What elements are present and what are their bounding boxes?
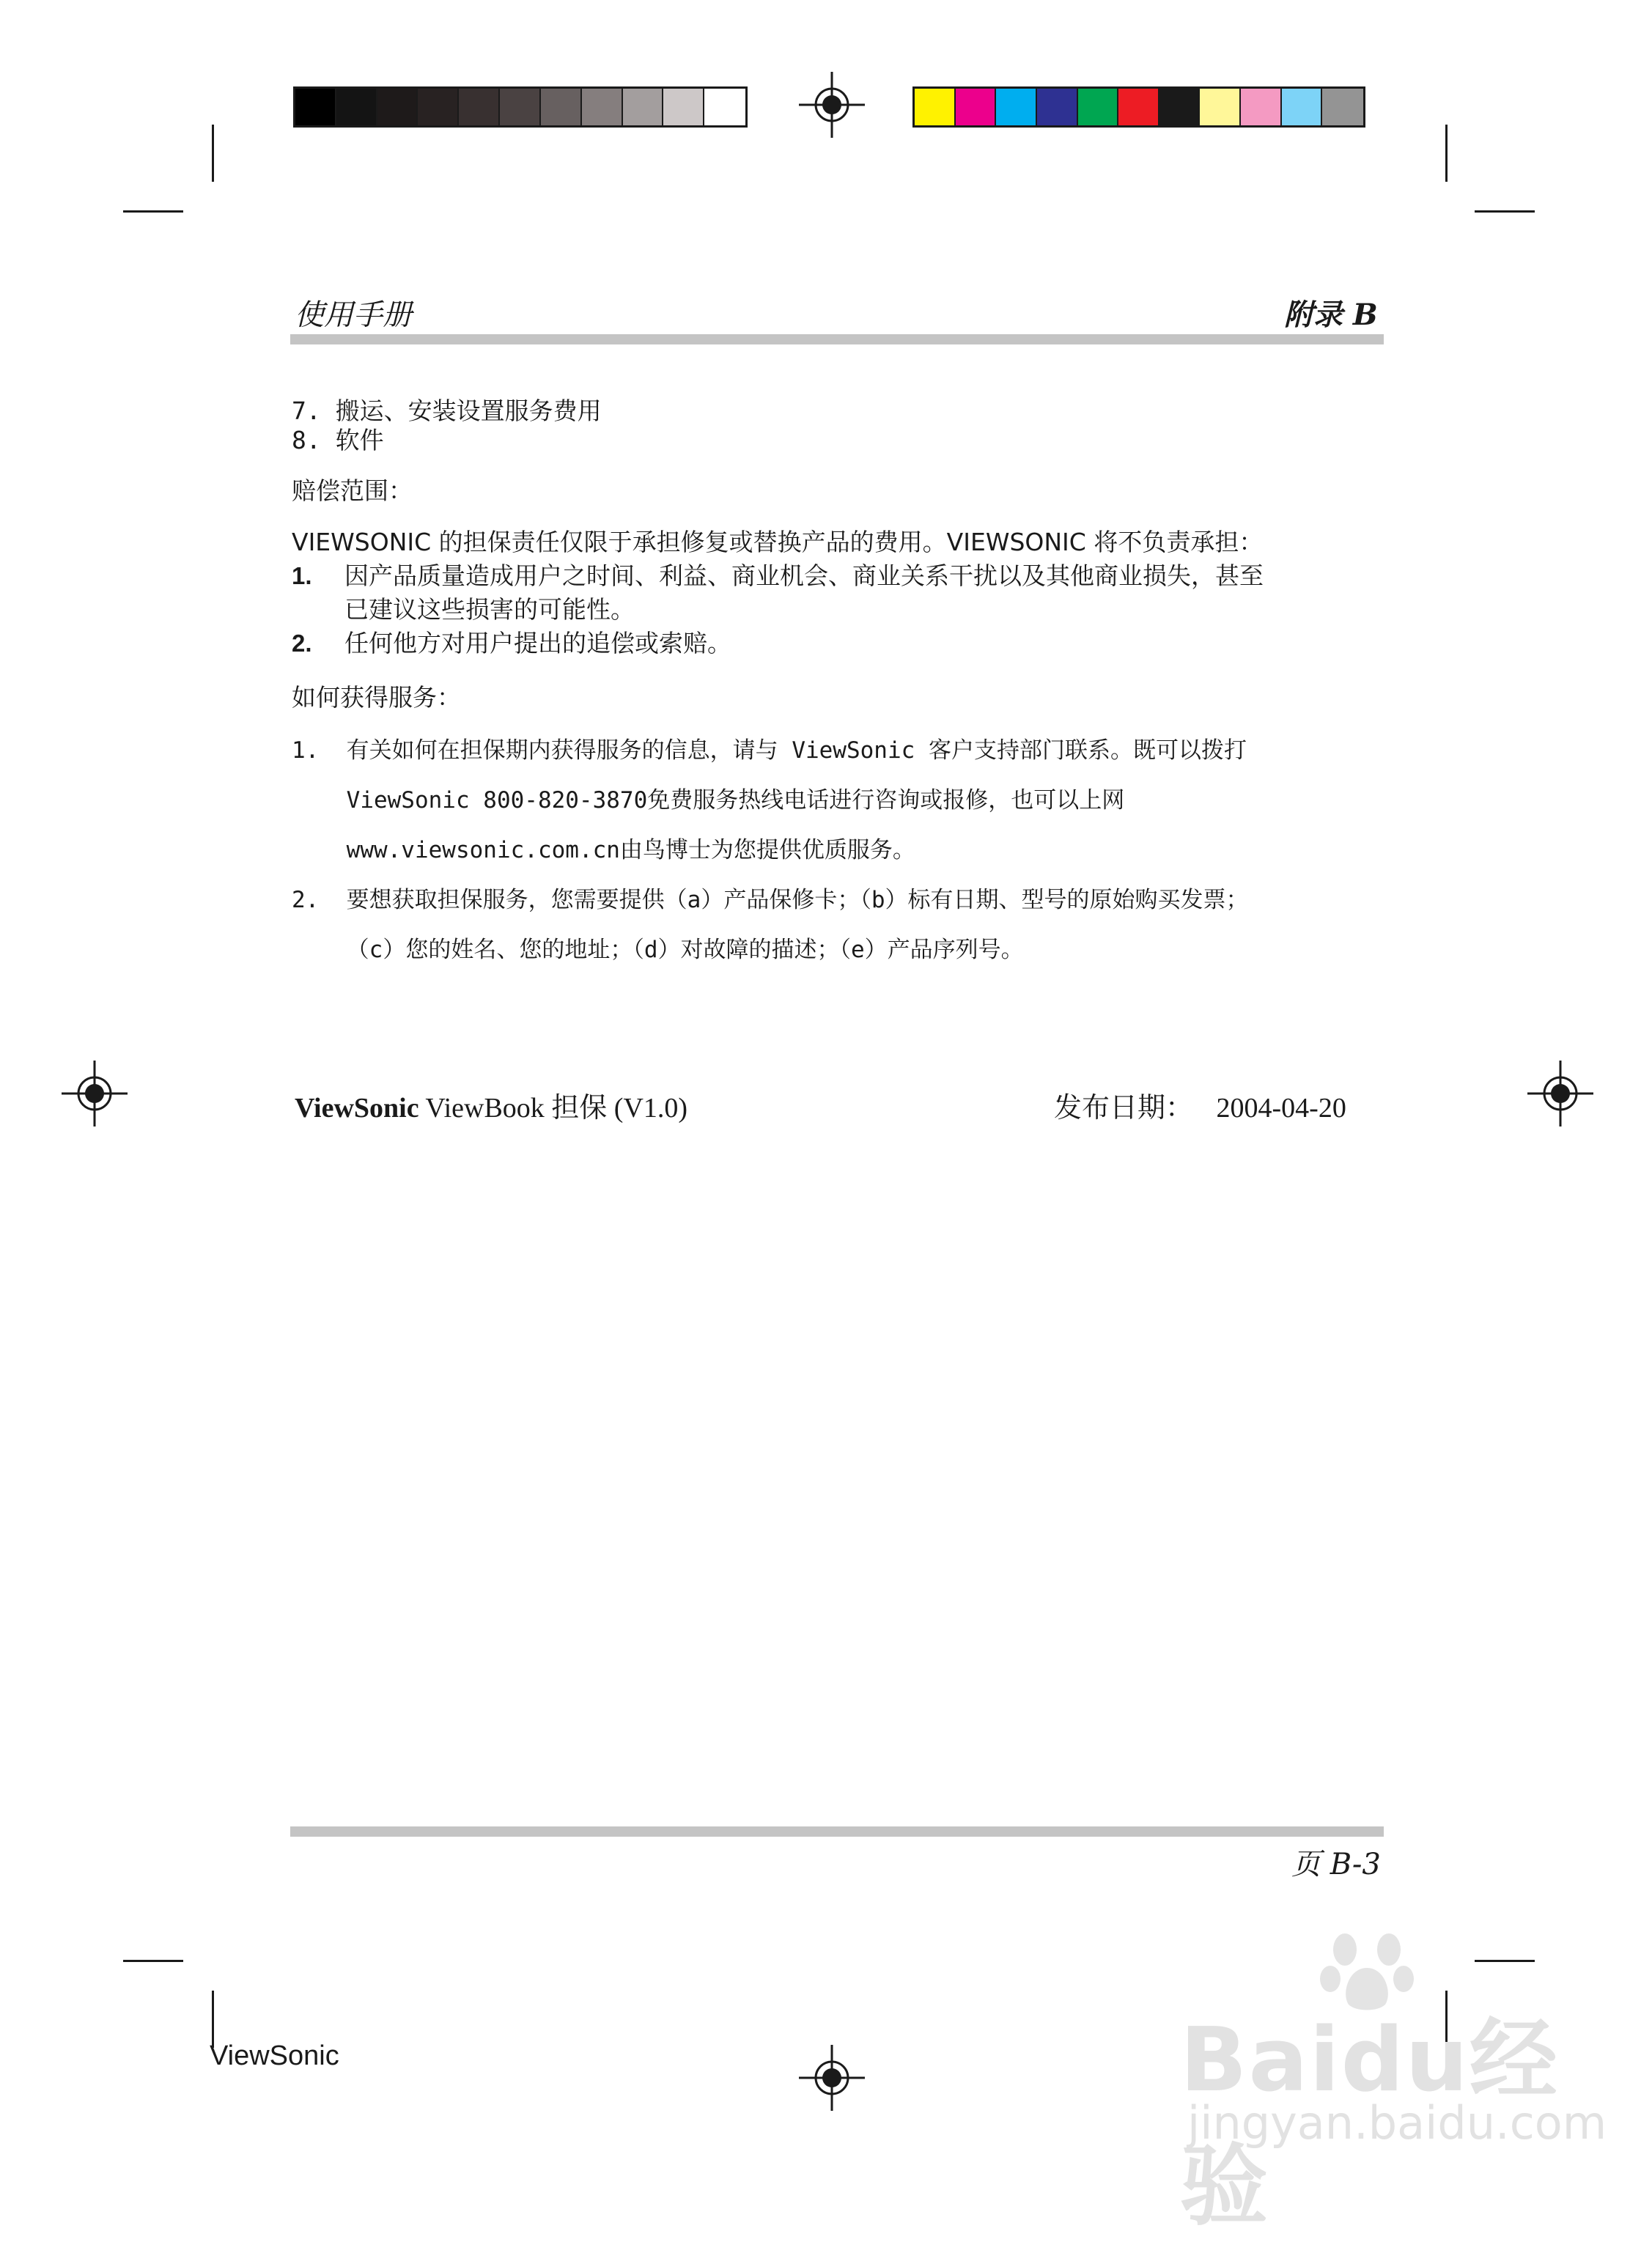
color-swatch-11	[1322, 89, 1363, 125]
footer-date-value: 2004-04-20	[1216, 1093, 1346, 1124]
service-item-2-line-2: （c）您的姓名、您的地址；（d）对故障的描述；（e）产品序列号。	[292, 937, 1024, 963]
header-rule	[290, 334, 1384, 344]
damages-item-1-continued: 已建议这些损害的可能性。	[344, 595, 635, 624]
damages-item-1	[292, 561, 1264, 591]
gray-swatch-10	[663, 89, 704, 125]
color-swatch-4	[1037, 89, 1078, 125]
color-swatch-3	[996, 89, 1037, 125]
color-swatch-7	[1159, 89, 1201, 125]
running-header-left: 使用手册	[295, 298, 412, 332]
crop-mark-top-right-horizontal	[1475, 210, 1535, 213]
baidu-watermark	[1173, 1920, 1607, 2238]
list-text: 因产品质量造成用户之时间、利益、商业机会、商业关系干扰以及其他商业损失，甚至	[344, 561, 1264, 590]
color-bar	[912, 86, 1365, 128]
footer-date	[1054, 1085, 1346, 1125]
service-item-1-line-1: 1. 有关如何在担保期内获得服务的信息，请与 ViewSonic 客户支持部门联系。既可以拨打	[292, 737, 1247, 764]
registration-mark-top-icon	[799, 72, 865, 138]
page-number: 页 B-3	[1291, 1848, 1381, 1881]
gray-swatch-8	[582, 89, 623, 125]
footer-date-label: 发布日期：	[1054, 1093, 1194, 1124]
footer-product-name: ViewBook 担保 (V1.0)	[425, 1093, 688, 1124]
service-item-1-line-2: ViewSonic 800-820-3870免费服务热线电话进行咨询或报修，也可以上网	[292, 787, 1125, 814]
service-heading: 如何获得服务：	[292, 683, 461, 712]
color-swatch-5	[1078, 89, 1119, 125]
service-item-1-line-3: www.viewsonic.com.cn由鸟博士为您提供优质服务。	[292, 837, 915, 863]
running-header-right: 附录 B	[1284, 298, 1378, 332]
list-text: 任何他方对用户提出的追偿或索赔。	[344, 629, 731, 657]
registration-mark-bottom-icon	[799, 2045, 865, 2111]
color-swatch-2	[956, 89, 997, 125]
gray-swatch-7	[541, 89, 582, 125]
crop-mark-top-right-vertical	[1445, 125, 1448, 182]
color-swatch-6	[1118, 89, 1159, 125]
watermark-url: jingyan.baidu.com	[1187, 2096, 1607, 2150]
list-number: 1.	[292, 562, 312, 589]
footer-rule	[290, 1826, 1384, 1837]
crop-mark-top-left-vertical	[212, 125, 214, 182]
exclusion-item-7: 7. 搬运、安装设置服务费用	[292, 397, 602, 425]
gray-swatch-9	[623, 89, 664, 125]
list-number: 2.	[292, 630, 312, 657]
watermark-text: Baidu经验	[1180, 2010, 1559, 2238]
grayscale-bar	[293, 86, 748, 128]
damages-intro: VIEWSONIC 的担保责任仅限于承担修复或替换产品的费用。VIEWSONIC 将不负责承担：	[292, 528, 1264, 556]
crop-mark-bottom-left-vertical	[212, 1991, 214, 2048]
gray-swatch-3	[377, 89, 418, 125]
exclusion-item-8: 8. 软件	[292, 426, 384, 454]
footer-brand: ViewSonic	[295, 1093, 419, 1124]
gray-swatch-11	[704, 89, 745, 125]
gray-swatch-6	[500, 89, 541, 125]
bottom-brand: ViewSonic	[210, 2040, 339, 2071]
registration-mark-left-icon	[62, 1061, 128, 1126]
color-swatch-8	[1200, 89, 1241, 125]
registration-mark-right-icon	[1527, 1061, 1593, 1126]
gray-swatch-5	[459, 89, 500, 125]
crop-mark-bottom-left-horizontal	[123, 1960, 183, 1962]
gray-swatch-1	[295, 89, 336, 125]
gray-swatch-2	[336, 89, 377, 125]
color-swatch-1	[915, 89, 956, 125]
crop-mark-top-left-horizontal	[123, 210, 183, 213]
gray-swatch-4	[418, 89, 459, 125]
footer-product	[295, 1085, 687, 1125]
damages-heading: 赔偿范围：	[292, 476, 413, 505]
service-item-2-line-1: 2. 要想获取担保服务，您需要提供（a）产品保修卡；（b）标有日期、型号的原始购买发票；	[292, 887, 1249, 913]
color-swatch-9	[1241, 89, 1282, 125]
color-swatch-10	[1282, 89, 1323, 125]
damages-item-2	[292, 629, 731, 658]
